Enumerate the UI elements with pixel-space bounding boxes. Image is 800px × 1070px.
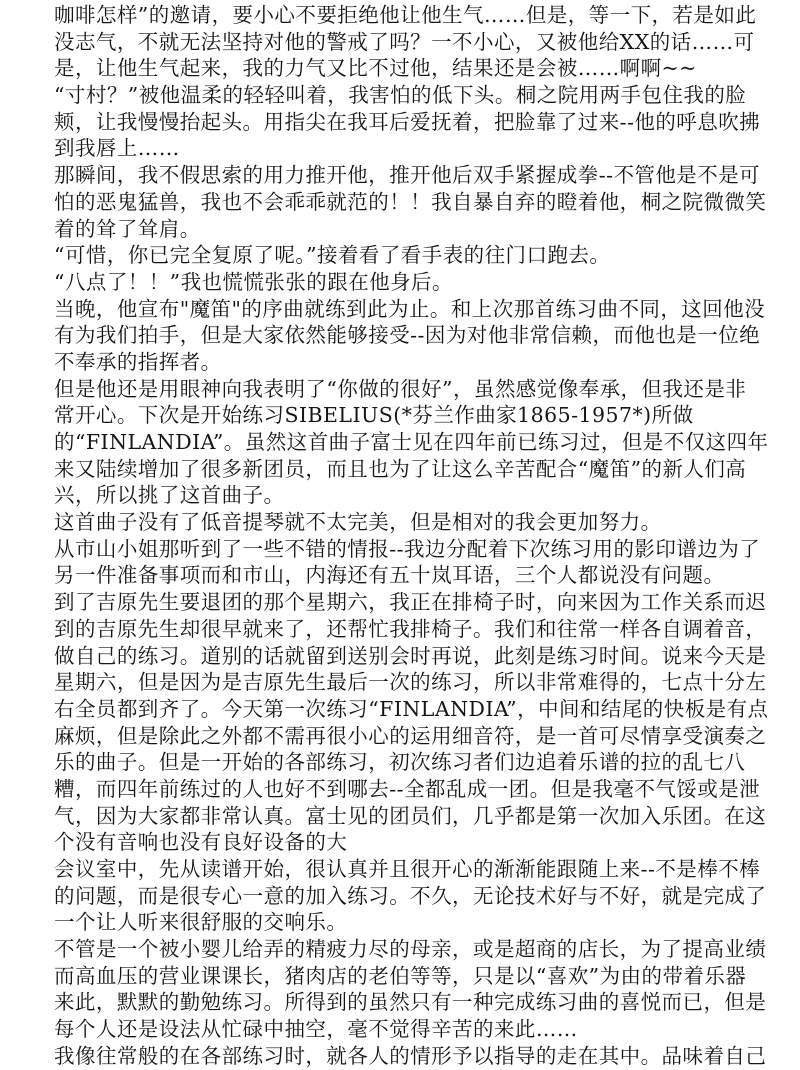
text-line: 一个让人听来很舒服的交响乐。: [54, 910, 348, 935]
text-line: 当晚，他宣布"魔笛"的序曲就练到此为止。和上次那首练习曲不同，这回他没: [54, 296, 766, 321]
text-line: 但是他还是用眼神向我表明了“你做的很好”，虽然感觉像奉承，但我还是非: [54, 376, 747, 401]
text-line: 那瞬间，我不假思索的用力推开他，推开他后双手紧握成拳--不管他是不是可: [54, 163, 761, 188]
text-line: 到我唇上……: [54, 136, 180, 161]
text-line: 怕的恶鬼猛兽，我也不会乖乖就范的！！我自暴自弃的瞪着他，桐之院微微笑: [54, 189, 767, 214]
text-line: 来此，默默的勤勉练习。所得到的虽然只有一种完成练习曲的喜悦而已，但是: [54, 990, 767, 1015]
text-line: 有为我们拍手，但是大家依然能够接受--因为对他非常信赖，而他也是一位绝: [54, 323, 761, 348]
text-line: 这首曲子没有了低音提琴就不太完美，但是相对的我会更加努力。: [54, 510, 662, 535]
text-line: 星期六，但是因为是吉原先生最后一次的练习，所以非常难得的，七点十分左: [54, 670, 767, 695]
text-line: 每个人还是设法从忙碌中抽空，毫不觉得辛苦的来此……: [54, 1017, 578, 1042]
text-line: 到的吉原先生却很早就来了，还帮忙我排椅子。我们和往常一样各自调着音，: [54, 616, 767, 641]
text-line: 不奉承的指挥者。: [54, 349, 222, 374]
text-line: 着的耸了耸肩。: [54, 216, 201, 241]
text-line: 颊，让我慢慢抬起头。用指尖在我耳后爱抚着，把脸靠了过来--他的呼息吹拂: [54, 109, 761, 134]
text-line: 从市山小姐那听到了一些不错的情报--我边分配着下次练习用的影印谱边为了: [54, 536, 761, 561]
text-line: 兴，所以挑了这首曲子。: [54, 483, 285, 508]
text-line: 常开心。下次是开始练习SIBELIUS(*芬兰作曲家1865-1957*)所做: [54, 403, 694, 428]
text-line: 我像往常般的在各部练习时，就各人的情形予以指导的走在其中。品味着自己: [54, 1043, 767, 1068]
text-line: “寸村？”被他温柔的轻轻叫着，我害怕的低下头。桐之院用两手包住我的脸: [54, 83, 747, 108]
text-line: 气，因为大家都非常认真。富士见的团员们，几乎都是第一次加入乐团。在这: [54, 803, 767, 828]
text-line: 到了吉原先生要退团的那个星期六，我正在排椅子时，向来因为工作关系而迟: [54, 590, 767, 615]
text-line: “八点了！！”我也慌慌张张的跟在他身后。: [54, 269, 453, 294]
text-line: 糟，而四年前练过的人也好不到哪去--全都乱成一团。但是我毫不气馁或是泄: [54, 776, 761, 801]
text-line: “可惜，你已完全复原了呢。”接着看了看手表的往门口跑去。: [54, 243, 611, 268]
text-line: 个没有音响也没有良好设备的大: [54, 830, 348, 855]
text-line: 做自己的练习。道别的话就留到送别会时再说，此刻是练习时间。说来今天是: [54, 643, 767, 668]
text-line: 会议室中，先从读谱开始，很认真并且很开心的渐渐能跟随上来--不是棒不棒: [54, 857, 761, 881]
text-line: 右全员都到齐了。今天第一次练习“FINLANDIA”，中间和结尾的快板是有点: [54, 696, 769, 721]
document-text: [54, 2, 772, 1070]
text-line: 不管是一个被小婴儿给弄的精疲力尽的母亲，或是超商的店长，为了提高业绩: [54, 937, 767, 962]
text-line: 麻烦，但是除此之外都不需再很小心的运用细音符，是一首可尽情享受演奏之: [54, 723, 767, 748]
text-line: 是，让他生气起来，我的力气又比不过他，结果还是会被……啊啊~~: [54, 56, 697, 81]
text-line: 没志气，不就无法坚持对他的警戒了吗？一不小心，又被他给XX的话……可: [54, 29, 755, 54]
text-line: 而高血压的营业课课长，猪肉店的老伯等等，只是以“喜欢”为由的带着乐器: [54, 963, 747, 988]
text-line: 的“FINLANDIA”。虽然这首曲子富士见在四年前已练习过，但是不仅这四年: [54, 430, 769, 454]
text-line: 咖啡怎样”的邀请，要小心不要拒绝他让他生气……但是，等一下，若是如此: [54, 3, 757, 27]
text-line: 来又陆续增加了很多新团员，而且也为了让这么辛苦配合“魔笛”的新人们高: [54, 456, 747, 481]
text-line: 乐的曲子。但是一开始的各部练习，初次练习者们边追着乐谱的拉的乱七八: [54, 750, 746, 775]
text-line: 另一件准备事项而和市山，内海还有五十岚耳语，三个人都说没有问题。: [54, 563, 725, 588]
text-line: 的问题，而是很专心一意的加入练习。不久，无论技术好与不好，就是完成了: [54, 883, 767, 908]
